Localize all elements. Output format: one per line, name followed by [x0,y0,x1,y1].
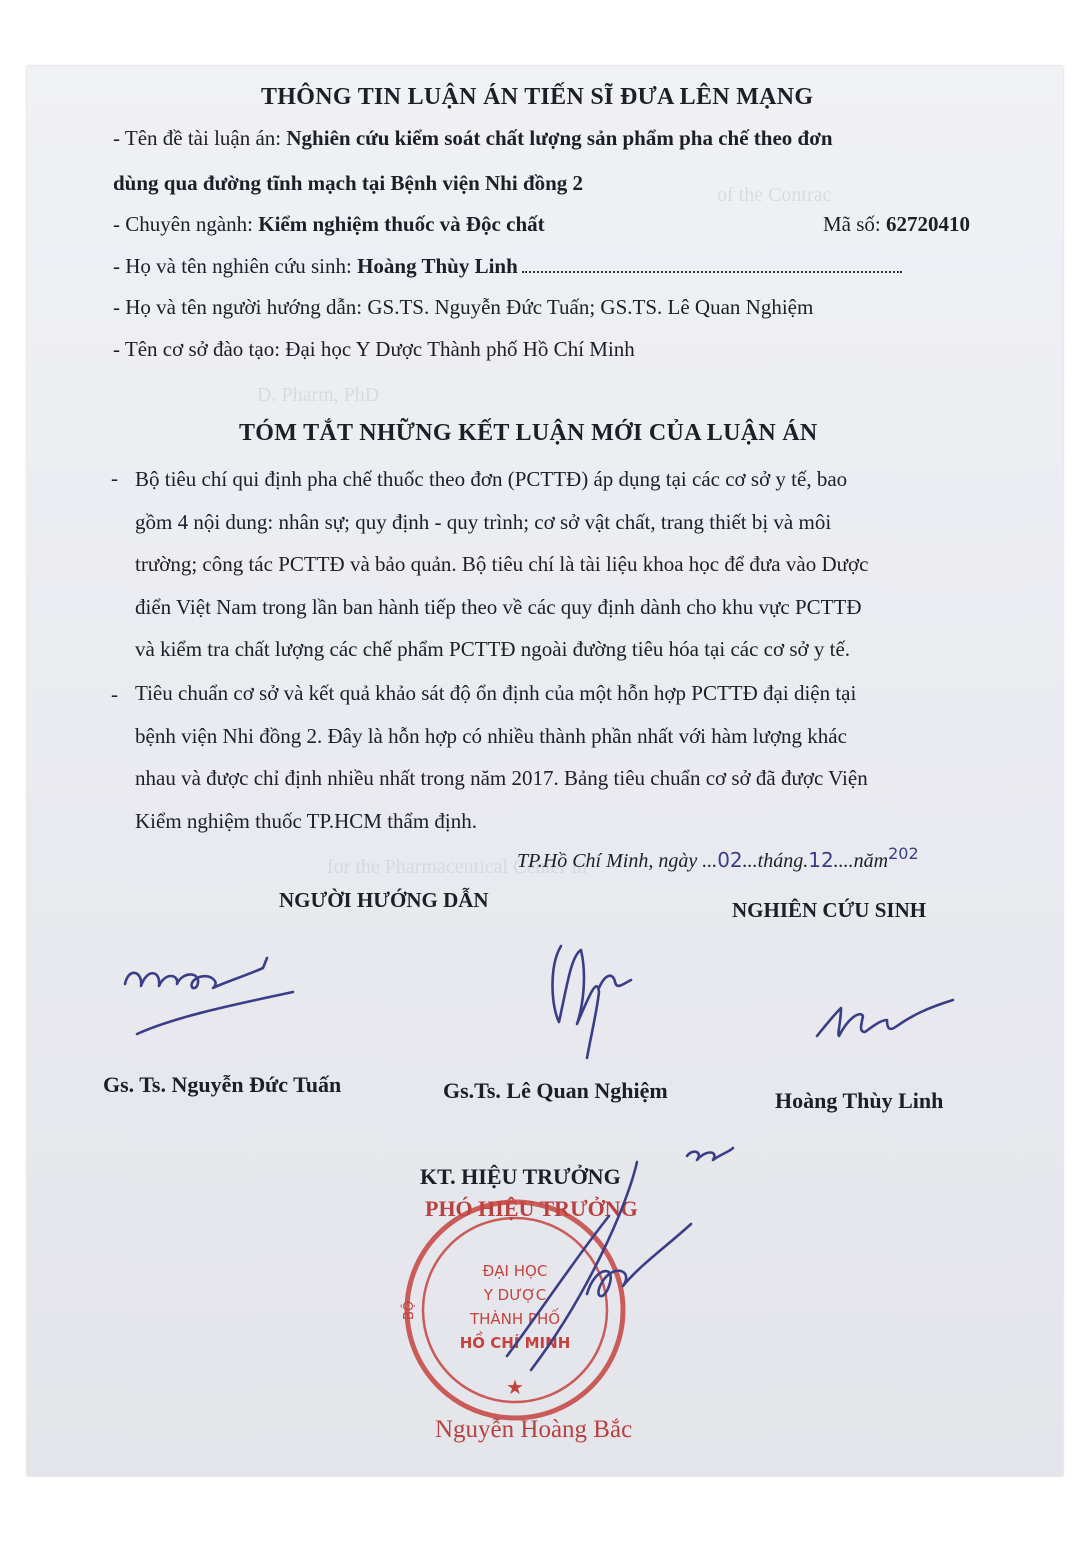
dotted-leader [522,267,902,273]
signature-advisor-2 [537,926,647,1066]
bullet-marker: - [111,466,118,490]
topic-value: Nghiên cứu kiểm soát chất lượng sản phẩm pha chế theo đơn [286,126,833,150]
seal-text-2: Y DƯỢC [483,1286,547,1304]
major-line [113,212,545,237]
student-label: - Họ và tên nghiên cứu sinh: [113,254,358,278]
code-label: Mã số: [823,212,886,236]
date-year: 202 [888,844,919,863]
seal-text-4: HỒ CHÍ MINH [459,1334,571,1352]
signature-rector [467,1146,737,1376]
paragraph-line: bệnh viện Nhi đồng 2. Đây là hỗn hợp có nhiều thành phần nhất với hàm lượng khác [135,723,847,748]
bleed-through-text: for the Pharmaceutical Center in [327,856,587,878]
signature-advisor-1 [117,946,317,1046]
bullet-marker: - [111,682,118,706]
student-line [113,254,902,279]
paragraph-line: và kiểm tra chất lượng các chế phẩm PCTTĐ ngoài đường tiêu hóa tại các cơ sở y tế. [135,637,851,661]
topic-label: - Tên đề tài luận án: [113,126,287,150]
summary-title: TÓM TẮT NHỮNG KẾT LUẬN MỚI CỦA LUẬN ÁN [239,420,818,446]
date-day: 02 [717,848,743,872]
rector-title: KT. HIỆU TRƯỞNG [420,1164,621,1189]
paragraph-line: trường; công tác PCTTĐ và bảo quản. Bộ tiêu chí là tài liệu khoa học để đưa vào Dược [135,552,869,576]
seal-text-3: THÀNH PHỐ [469,1310,561,1328]
code-value: 62720410 [886,212,970,236]
major-value: Kiểm nghiệm thuốc và Độc chất [258,212,545,236]
student-title: NGHIÊN CỨU SINH [732,898,927,922]
advisor-line: - Họ và tên người hướng dẫn: GS.TS. Nguyễn Đức Tuấn; GS.TS. Lê Quan Nghiệm [113,295,814,319]
page-title: THÔNG TIN LUẬN ÁN TIẾN SĨ ĐƯA LÊN MẠNG [261,84,814,110]
seal-text-1: ĐẠI HỌC [482,1262,548,1280]
date-line [517,844,919,873]
date-month: 12 [808,848,834,872]
bleed-through-text: of the Contrac [717,184,832,206]
major-label: - Chuyên ngành: [113,212,259,236]
paragraph-line: gồm 4 nội dung: nhân sự; quy định - quy trình; cơ sở vật chất, trang thiết bị và môi [135,509,832,534]
topic-line [113,126,833,151]
paragraph-line: Kiểm nghiệm thuốc TP.HCM thẩm định. [135,808,478,833]
signature-student [807,986,967,1056]
advisor-1-name: Gs. Ts. Nguyễn Đức Tuấn [103,1072,342,1097]
rector-name: Nguyễn Hoàng Bắc [435,1416,633,1443]
student-name: Hoàng Thùy Linh [775,1088,944,1113]
institution-line: - Tên cơ sở đào tạo: Đại học Y Dược Thành phố Hồ Chí Minh [113,337,635,361]
paragraph-line: Bộ tiêu chí qui định pha chế thuốc theo đơn (PCTTĐ) áp dụng tại các cơ sở y tế, bao [135,467,848,491]
seal-side-text: BỘ [402,1300,417,1320]
vice-rector-title: PHÓ HIỆU TRƯỞNG [425,1196,638,1221]
advisor-title: NGƯỜI HƯỚNG DẪN [279,888,489,912]
date-prefix: TP.Hồ Chí Minh, ngày ... [517,850,718,872]
paragraph-line: điển Việt Nam trong lần ban hành tiếp theo về các quy định dành cho khu vực PCTTĐ [135,594,862,619]
date-mid: ...tháng. [742,850,809,872]
bleed-through-text: D. Pharm, PhD [257,384,380,406]
paragraph-line: nhau và được chỉ định nhiều nhất trong năm 2017. Bảng tiêu chuẩn cơ sở đã được Viện [135,766,868,790]
seal-star-icon: ★ [506,1377,524,1399]
paragraph-line: Tiêu chuẩn cơ sở và kết quả khảo sát độ ổn định của một hỗn hợp PCTTĐ đại diện tại [135,681,857,705]
document-page [27,66,1063,1476]
advisor-2-name: Gs.Ts. Lê Quan Nghiệm [443,1078,668,1103]
date-mid2: ....năm [833,850,889,872]
summary-paragraph-2 [135,672,997,842]
topic-value-cont: dùng qua đường tĩnh mạch tại Bệnh viện Nhi đồng 2 [113,171,584,195]
summary-paragraph-1 [135,458,997,671]
student-value: Hoàng Thùy Linh [357,254,518,278]
code-line [823,212,970,237]
